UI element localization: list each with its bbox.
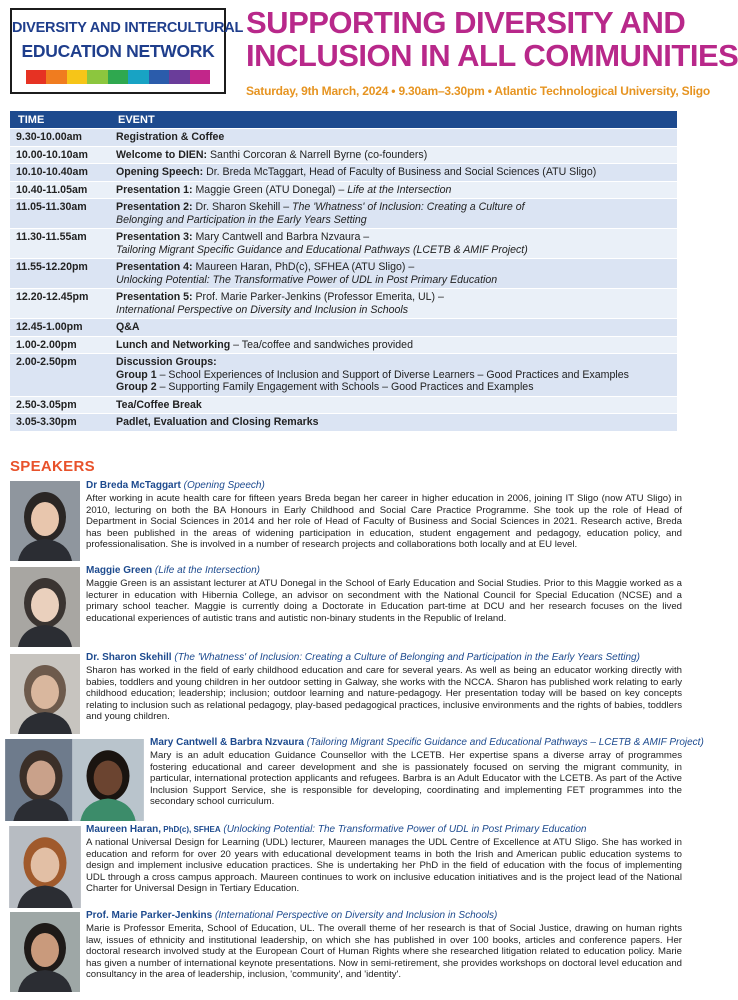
page-title xyxy=(246,5,738,73)
event-detail: Santhi Corcoran & Narrell Byrne (co-founders) xyxy=(207,148,428,161)
schedule-row xyxy=(10,396,677,414)
speaker-name xyxy=(86,824,587,835)
event-title: Welcome to DIEN: xyxy=(116,148,208,161)
event-detail: Dr. Breda McTaggart, Head of Faculty of Business and Social Sciences (ATU Sligo) xyxy=(203,166,597,178)
speaker-photo xyxy=(10,912,80,992)
group-text: – School Experiences of Inclusion and Support of Diverse Learners – Good Practices and Examples xyxy=(156,368,629,381)
event-title: Padlet, Evaluation and Closing Remarks xyxy=(116,416,319,428)
speaker-entry xyxy=(10,480,682,564)
speaker-topic: (The 'Whatness' of Inclusion: Creating a Culture of Belonging and Participation in the Early Years Setting) xyxy=(171,652,640,663)
schedule-time: 2.00-2.50pm xyxy=(10,354,110,397)
speaker-name-text: Prof. Marie Parker-Jenkins xyxy=(86,910,213,921)
speaker-name xyxy=(86,480,265,491)
speaker-name xyxy=(86,565,260,576)
schedule-event xyxy=(110,164,677,182)
schedule-row xyxy=(10,129,677,147)
event-detail: Prof. Marie Parker-Jenkins (Professor Emerita, UL) – xyxy=(192,291,444,303)
speaker-bio: Maggie Green is an assistant lecturer at ATU Donegal in the School of Early Education and Social Studies. Prior to this Maggie worked as a lecturer in education with Hibernia College, an advisor on secondment with the National Council for Special Education (NCSE) and a primary school teacher. Maggie is currently doing a Doctorate in Education part-time at DCU and her research focuses on the lived educational experiences of autistic trans and autistic non-binary students in the Republic of Ireland. xyxy=(86,578,682,624)
schedule-time: 1.00-2.00pm xyxy=(10,336,110,354)
schedule-time: 10.10-10.40am xyxy=(10,164,110,182)
speaker-topic: (International Perspective on Diversity and Inclusion in Schools) xyxy=(212,910,498,921)
schedule-event xyxy=(110,181,677,199)
speaker-bio: Marie is Professor Emerita, School of Education, UL. The overall theme of her research is that of Social Justice, drawing on human rights law, issues of ethnicity and institutional leadership, on which she has published in over 100 books, articles and conference papers. Her doctoral research involved study at the European Court of Human Rights where she researched litigation related to education policy. Marie has given a number of international keynote presentations. Now in semi-retirement, she provides workshops on doctoral level education and consultancy in the area of leadership, inclusion, 'community', and 'identity'. xyxy=(86,923,682,981)
event-topic-line: Belonging and Participation in the Early Years Setting xyxy=(116,213,367,226)
event-title: Tea/Coffee Break xyxy=(116,398,202,411)
speaker-name-text: Maureen Haran, xyxy=(86,824,162,835)
group-label: Group 2 xyxy=(116,381,157,393)
event-detail: Maggie Green (ATU Donegal) – xyxy=(192,183,348,196)
schedule-row xyxy=(10,336,677,354)
speaker-photo xyxy=(10,482,80,560)
speaker-name xyxy=(86,910,497,921)
schedule-row xyxy=(10,259,677,289)
schedule-event xyxy=(110,129,677,147)
schedule-event xyxy=(110,146,677,164)
group-text: – Supporting Family Engagement with Schools – Good Practices and Examples xyxy=(156,381,534,393)
event-title: Lunch and Networking xyxy=(116,338,231,351)
group-label: Group 1 xyxy=(116,368,157,381)
speaker-name-text: Maggie Green xyxy=(86,565,153,576)
speaker-name xyxy=(150,737,704,748)
event-topic-line: Unlocking Potential: The Transformative Power of UDL in Post Primary Education xyxy=(116,273,498,286)
schedule-event xyxy=(110,199,677,229)
logo-color-swatch xyxy=(128,70,148,84)
speaker-name xyxy=(86,652,640,663)
logo-color-swatch xyxy=(87,70,107,84)
schedule-time: 10.00-10.10am xyxy=(10,146,110,164)
event-title: Presentation 3: xyxy=(116,231,193,243)
speaker-entry xyxy=(10,737,704,821)
logo-color-bar xyxy=(26,70,210,84)
event-title: Q&A xyxy=(116,321,140,333)
title-line-1: SUPPORTING DIVERSITY AND xyxy=(246,5,686,40)
speaker-name-text: Mary Cantwell & Barbra Nzvaura xyxy=(150,737,304,748)
speaker-bio: Mary is an adult education Guidance Counsellor with the LCETB. Her expertise spans a diverse array of programmes fostering educational and career development and she is passionately focused on serving the migrant community, in particular, international protection applicants and refugees. Barbra is an Adult Educator with the LCETB. As part of the Active Inclusion Support Service, she is responsible for developing, coordinating and implementing FET programmes into the secondary school curriculum. xyxy=(150,750,682,808)
schedule-event xyxy=(110,396,677,414)
schedule-time: 12.45-1.00pm xyxy=(10,319,110,337)
schedule-event xyxy=(110,229,677,259)
schedule-table xyxy=(10,111,677,431)
schedule-row xyxy=(10,229,677,259)
event-topic-line: Tailoring Migrant Specific Guidance and Educational Pathways (LCETB & AMIF Project) xyxy=(116,243,528,256)
schedule-row xyxy=(10,319,677,337)
event-detail: Dr. Sharon Skehill – xyxy=(192,201,293,213)
event-title: Presentation 5: xyxy=(116,291,193,303)
col-header-time: TIME xyxy=(10,111,110,129)
schedule-time: 11.05-11.30am xyxy=(10,199,110,229)
speaker-credentials: PhD(c), SFHEA xyxy=(161,825,221,834)
schedule-event xyxy=(110,289,677,319)
speaker-entry xyxy=(10,824,682,908)
event-topic: Life at the Intersection xyxy=(347,183,452,196)
event-detail: Maureen Haran, PhD(c), SFHEA (ATU Sligo) – xyxy=(192,261,415,273)
event-title: Presentation 2: xyxy=(116,201,193,213)
schedule-time: 11.55-12.20pm xyxy=(10,259,110,289)
speaker-entry xyxy=(10,652,682,736)
speaker-bio: After working in acute health care for fifteen years Breda began her career in higher education in 2006, joining IT Sligo (now ATU Sligo) in 2010, lecturing on both the BA Honours in Early Childhood and Social Care Practice Programme. She took up the role of Head of Department in Social Sciences in 2014 and her role of Head of Faculty of Business and Social Sciences in 2021. Research active, Breda has been published in the areas of widening participation in education, student engagement and pedagogy, education policy, and professionalisation. She is involved in a number of research projects and collaborations both locally and at EU level. xyxy=(86,493,682,551)
logo-line-1: DIVERSITY AND INTERCULTURAL xyxy=(12,20,244,36)
schedule-time: 12.20-12.45pm xyxy=(10,289,110,319)
logo-line-2: EDUCATION NETWORK xyxy=(21,41,215,61)
schedule-time: 10.40-11.05am xyxy=(10,181,110,199)
schedule-row xyxy=(10,181,677,199)
schedule-time: 11.30-11.55am xyxy=(10,229,110,259)
speaker-name-text: Dr. Sharon Skehill xyxy=(86,652,172,663)
schedule-row xyxy=(10,164,677,182)
logo-color-swatch xyxy=(108,70,128,84)
schedule-event xyxy=(110,259,677,289)
speaker-photo xyxy=(10,567,80,647)
speakers-heading: SPEAKERS xyxy=(10,458,95,475)
schedule-time: 3.05-3.30pm xyxy=(10,414,110,431)
schedule-row xyxy=(10,199,677,229)
logo-color-swatch xyxy=(67,70,87,84)
speaker-photo xyxy=(10,739,72,821)
schedule-event xyxy=(110,414,677,431)
logo-color-swatch xyxy=(169,70,189,84)
event-title: Presentation 4: xyxy=(116,261,193,273)
speaker-topic: (Tailoring Migrant Specific Guidance and Educational Pathways – LCETB & AMIF Project) xyxy=(303,737,704,748)
logo-color-swatch xyxy=(190,70,210,84)
speaker-entry xyxy=(10,910,682,994)
schedule-row xyxy=(10,414,677,431)
schedule-row xyxy=(10,354,677,397)
event-title: Opening Speech: xyxy=(116,166,204,178)
event-topic: The 'Whatness' of Inclusion: Creating a Culture of xyxy=(292,201,525,213)
speaker-topic: (Life at the Intersection) xyxy=(152,565,260,576)
event-title: Registration & Coffee xyxy=(116,131,225,143)
schedule-time: 2.50-3.05pm xyxy=(10,396,110,414)
logo-color-swatch xyxy=(149,70,169,84)
event-title: Presentation 1: xyxy=(116,183,193,196)
schedule-event xyxy=(110,336,677,354)
speaker-name-text: Dr Breda McTaggart xyxy=(86,480,181,491)
schedule-row xyxy=(10,289,677,319)
schedule-event xyxy=(110,354,677,397)
speaker-entry xyxy=(10,565,682,649)
speaker-topic: (Unlocking Potential: The Transformative Power of UDL in Post Primary Education xyxy=(220,824,587,835)
logo-color-swatch xyxy=(46,70,66,84)
event-detail: Mary Cantwell and Barbra Nzvaura – xyxy=(192,231,370,243)
logo-color-swatch xyxy=(26,70,46,84)
schedule-header-row xyxy=(10,111,677,129)
speaker-photo xyxy=(76,739,140,821)
speaker-topic: (Opening Speech) xyxy=(180,480,265,491)
event-topic-line: International Perspective on Diversity and Inclusion in Schools xyxy=(116,303,409,316)
event-detail: – Tea/coffee and sandwiches provided xyxy=(230,338,413,351)
col-header-event: EVENT xyxy=(110,111,677,129)
speaker-bio: A national Universal Design for Learning (UDL) lecturer, Maureen manages the UDL Centre of Excellence at ATU Sligo. She has worked in education and reform for over 20 years with educational development teams in both the Irish and American public education systems to design and implement inclusive education practices. She is undertaking her PhD in the field of education with the focus of implementing UDL through a cross campus approach. Maureen continues to work on inclusive education initiatives and is the project lead of the National Charter for Universal Design in Tertiary Education. xyxy=(86,837,682,895)
schedule-row xyxy=(10,146,677,164)
event-details: Saturday, 9th March, 2024 • 9.30am–3.30pm • Atlantic Technological University, Sligo xyxy=(246,84,710,98)
speaker-photo xyxy=(10,654,80,734)
schedule-event xyxy=(110,319,677,337)
dien-logo xyxy=(10,8,244,94)
event-title: Discussion Groups: xyxy=(116,356,217,368)
speaker-photo xyxy=(10,826,80,908)
schedule-time: 9.30-10.00am xyxy=(10,129,110,147)
speaker-bio: Sharon has worked in the field of early childhood education and care for several years. As well as being an educator working directly with babies, toddlers and young children in her outdoor setting in Galway, she works with the NCCA. Sharon has published work relating to early childhood education; leadership; inclusion; outdoor learning and nature-pedagogy. Her presentation today will be based on key concepts relating to inclusion such as relational pedagogy, play-based pedagogical practices, inclusive environments and the rights of babies, toddlers and young children. xyxy=(86,665,682,723)
title-line-2: INCLUSION IN ALL COMMUNITIES xyxy=(246,38,738,73)
